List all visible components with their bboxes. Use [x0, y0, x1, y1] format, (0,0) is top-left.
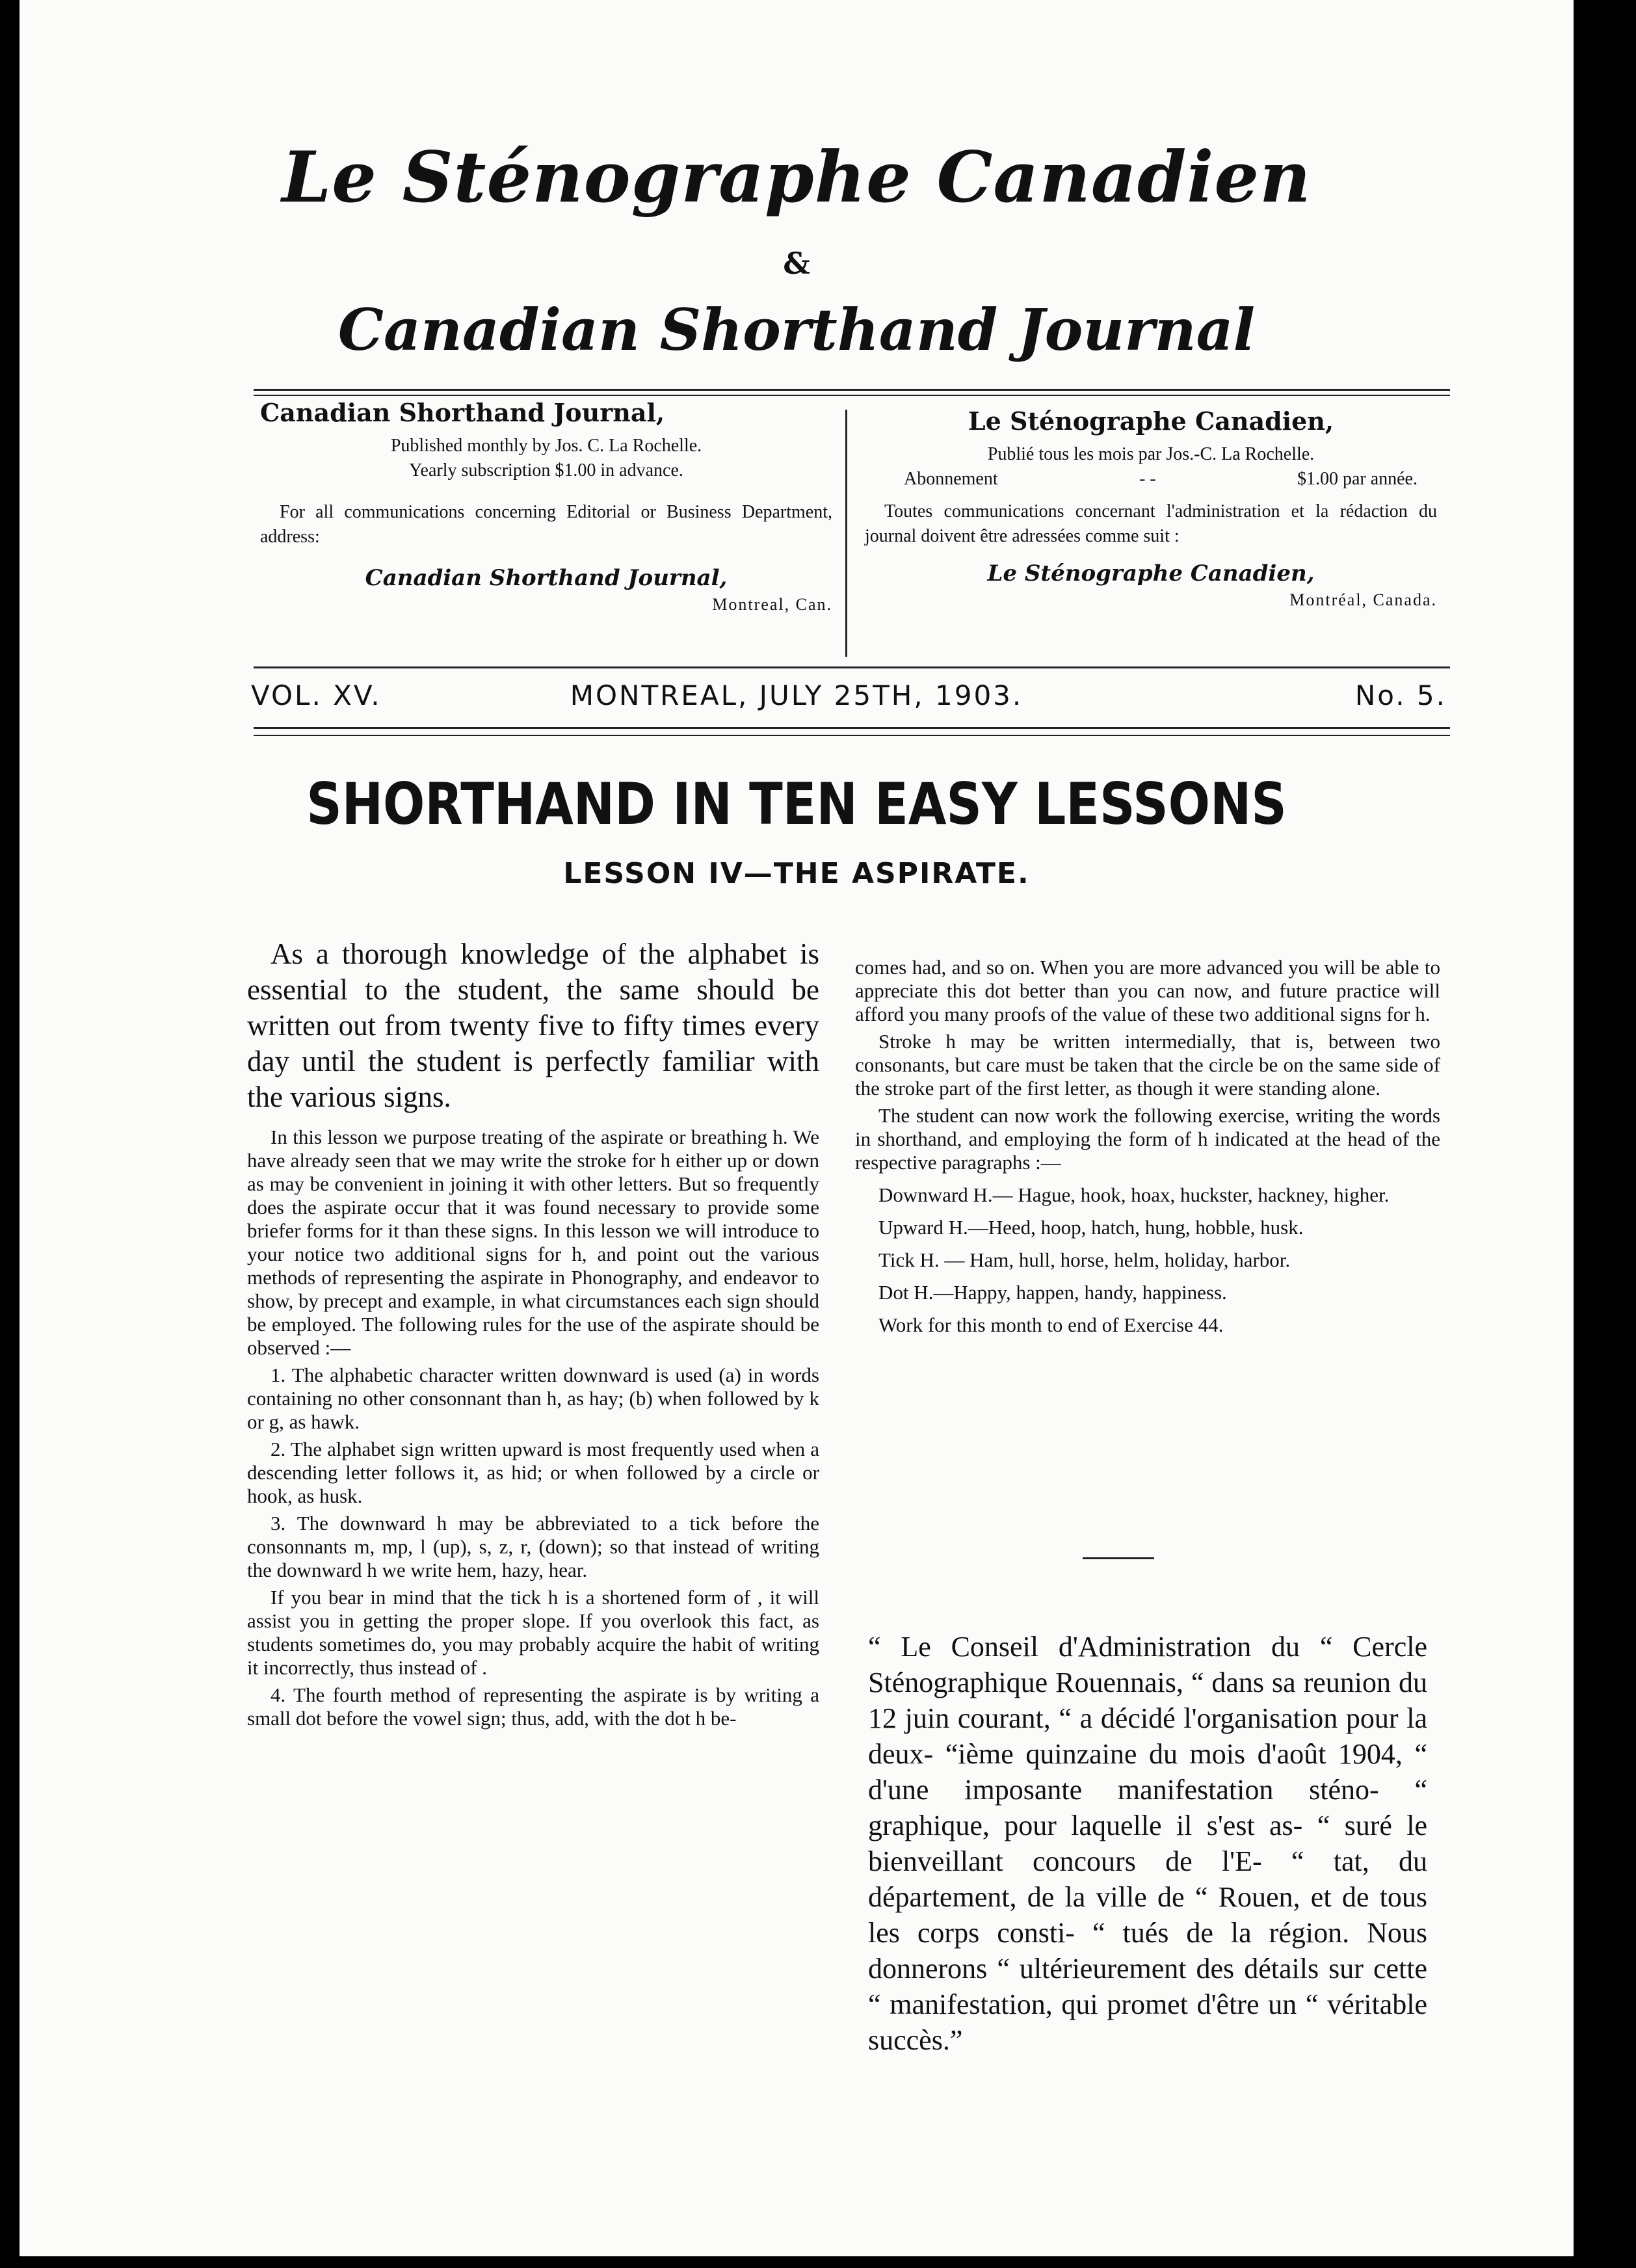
english-box-address-city: Montreal, Can.	[712, 595, 832, 614]
english-box-heading: Canadian Shorthand Journal,	[260, 398, 665, 427]
issue-date: MONTREAL, JULY 25TH, 1903.	[570, 679, 1023, 711]
english-box-published: Published monthly by Jos. C. La Rochelle.	[390, 436, 702, 456]
top-rule	[254, 389, 1450, 391]
french-box-address-city: Montréal, Canada.	[1289, 590, 1437, 609]
box-divider	[845, 410, 847, 657]
left-paragraph-6: If you bear in mind that the tick h is a shortened form of , it will assist you in getting the proper slope. If you overlook this fact, as students sometimes do, you may probably acquire the habit of writing it incorrectly, thus instead of .	[247, 1586, 819, 1679]
english-publication-box	[260, 398, 832, 614]
issue-bottom-rule	[254, 727, 1450, 729]
french-box-subscription-sep: - -	[1139, 469, 1156, 489]
issue-bottom-rule-thin	[254, 735, 1450, 736]
french-box-heading: Le Sténographe Canadien,	[968, 406, 1334, 436]
section-divider	[1083, 1557, 1154, 1559]
left-paragraph-7: 4. The fourth method of representing the aspirate is by writing a small dot before the vowel sign; thus, add, with the dot h be-	[247, 1683, 819, 1730]
english-box-subscription: Yearly subscription $1.00 in advance.	[409, 460, 683, 481]
french-quote: “ Le Conseil d'Administration du “ Cercle Sténographique Rouennais, “ dans sa reunion du 12 juin courant, “ a décidé l'organisation pour la deux- “ième quinzaine du mois d'août 1904, “ d'une imposante manifestation sténo- “ graphique, pour laquelle il s'est as- “ suré le bienveillant concours de l'E- “ tat, du département, de la ville de “ Rouen, et de tous les corps consti- “ tués de la région. Nous donnerons “ ultérieurement des détails sur cette “ manifestation, qui promet d'être un “ véritable succès.”	[868, 1631, 1427, 2056]
masthead-english-title: Canadian Shorthand Journal	[337, 296, 1256, 363]
article-right-column	[855, 956, 1440, 1341]
right-paragraph-4: Downward H.— Hague, hook, hoax, huckster, hackney, higher.	[878, 1183, 1390, 1206]
issue-top-rule	[254, 666, 1450, 668]
right-paragraph-1: comes had, and so on. When you are more advanced you will be able to appreciate this dot better than you can now, and future practice will afford you many proofs of the value of these two additional signs for h.	[855, 956, 1440, 1025]
french-box-subscription-row	[865, 467, 1437, 492]
masthead-french-title: Le Sténographe Canadien	[282, 137, 1312, 218]
right-paragraph-3: The student can now work the following exercise, writing the words in shorthand, and employing the form of h indicated at the head of the respective paragraphs :—	[855, 1104, 1440, 1174]
french-box-published: Publié tous les mois par Jos.-C. La Rochelle.	[987, 444, 1315, 464]
right-paragraph-2: Stroke h may be written intermedially, that is, between two consonants, but care must be taken that the circle be on the same side of the stroke part of the first letter, as though it were standing alone.	[855, 1030, 1440, 1100]
right-paragraph-6: Tick H. — Ham, hull, horse, helm, holiday, harbor.	[878, 1248, 1291, 1271]
left-paragraph-4: 2. The alphabet sign written upward is most frequently used when a descending letter follows it, as hid; or when followed by a circle or hook, as husk.	[247, 1438, 819, 1507]
french-publication-box	[865, 406, 1437, 610]
right-paragraph-7: Dot H.—Happy, happen, handy, happiness.	[878, 1281, 1227, 1304]
left-paragraph-2: In this lesson we purpose treating of the aspirate or breathing h. We have already seen that we may write the stroke for h either up or down as may be convenient in joining it with other letters. But so frequently does the aspirate occur that it was found necessary to provide some briefer forms for it than these signs. In this lesson we will introduce to your notice two additional signs for h, and point out the various methods of representing the aspirate in Phonography, and endeavor to show, by precept and example, in what circumstances each sign should be employed. The following rules for the use of the aspirate should be observed :—	[247, 1126, 819, 1359]
left-paragraph-5: 3. The downward h may be abbreviated to a tick before the consonnants m, mp, l (up), s, z, r, (down); so that instead of writing the downward h we write hem, hazy, hear.	[247, 1512, 819, 1581]
article-headline: SHORTHAND IN TEN EASY LESSONS	[306, 771, 1287, 837]
right-paragraph-8: Work for this month to end of Exercise 44.	[878, 1313, 1224, 1336]
french-box-subscription-label: Abonnement	[904, 469, 998, 489]
french-box-subscription-price: $1.00 par année.	[1297, 469, 1418, 489]
french-box-communications: Toutes communications concernant l'administration et la rédaction du journal doivent être adressées comme suit :	[865, 501, 1437, 546]
french-box-address-name: Le Sténographe Canadien,	[987, 560, 1315, 587]
article-left-column	[247, 936, 819, 1734]
masthead-ampersand: &	[783, 246, 810, 281]
journal-page	[20, 0, 1574, 2256]
scan-mark-left	[39, 787, 46, 826]
issue-number: No. 5.	[1354, 679, 1447, 711]
top-rule-thin	[254, 395, 1450, 396]
left-paragraph-3: 1. The alphabetic character written downward is used (a) in words containing no other consonnant than h, as hay; (b) when followed by k or g, as hawk.	[247, 1364, 819, 1433]
right-paragraph-5: Upward H.—Heed, hoop, hatch, hung, hobble, husk.	[878, 1216, 1304, 1239]
english-box-address-name: Canadian Shorthand Journal,	[365, 565, 728, 591]
english-box-communications: For all communications concerning Editorial or Business Department, address:	[260, 502, 832, 547]
article-subhead: LESSON IV—THE ASPIRATE.	[563, 857, 1030, 890]
issue-volume: VOL. XV.	[251, 679, 382, 711]
left-paragraph-1: As a thorough knowledge of the alphabet is essential to the student, the same should be written out from twenty five to fifty times every day until the student is perfectly familiar with the various signs.	[247, 938, 819, 1113]
